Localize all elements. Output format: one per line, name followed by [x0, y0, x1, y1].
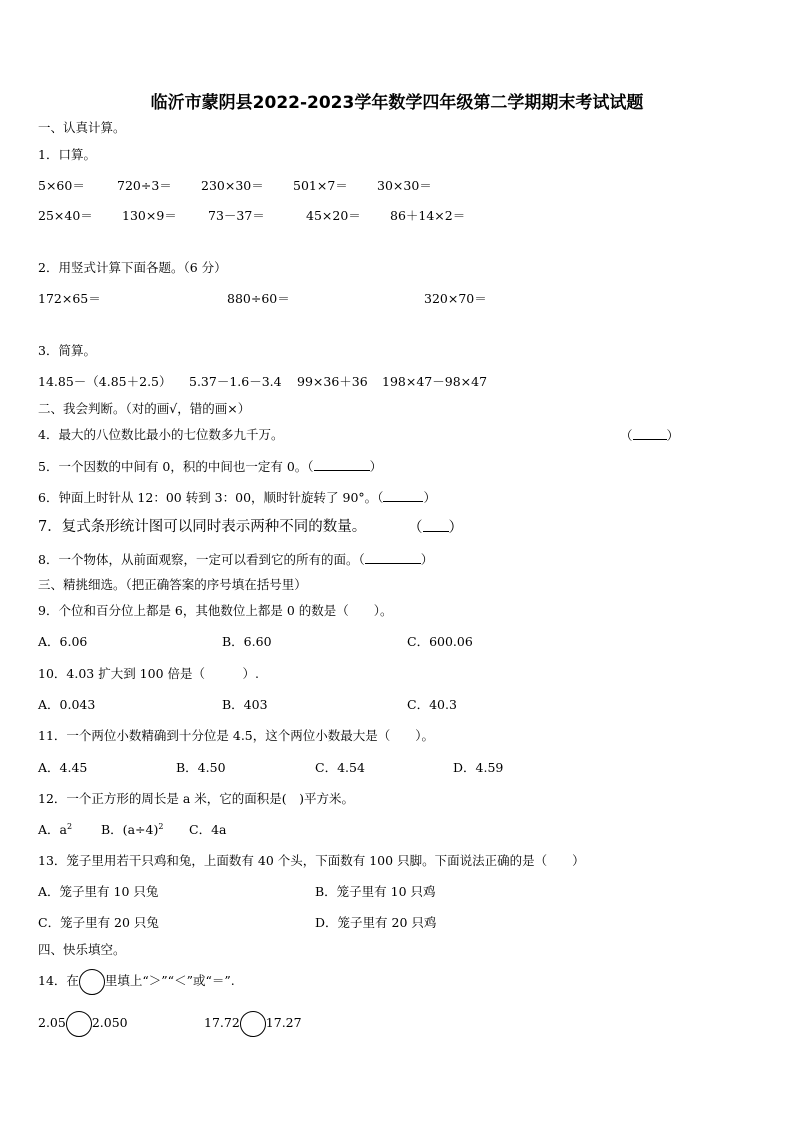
option-c[interactable]: C．600.06	[407, 634, 473, 649]
compare-circle-input[interactable]	[240, 1011, 266, 1037]
answer-blank-6[interactable]	[383, 489, 423, 502]
option-c[interactable]: C．40.3	[407, 697, 457, 712]
option-a[interactable]: A．$a^2$	[38, 821, 73, 837]
circle-icon	[79, 969, 105, 995]
option-b[interactable]: B．$(a\div 4)^2$	[101, 821, 164, 837]
option-b[interactable]: B．6.60	[222, 634, 272, 649]
answer-blank-7[interactable]: （ ）	[408, 520, 463, 536]
option-a[interactable]: A．6.06	[38, 634, 88, 649]
section-heading-2: 二、我会判断。（对的画√，错的画×）	[38, 401, 251, 416]
option-c[interactable]: C．笼子里有 20 只兔	[38, 915, 159, 930]
choice-question-11: 11．一个两位小数精确到十分位是 4.5，这个两位小数最大是（ ）。	[38, 728, 435, 743]
judge-question-8: 8．一个物体，从前面观察，一定可以看到它的所有的面。（ ）	[38, 552, 434, 567]
calc-item: 198×47－98×47	[382, 374, 488, 389]
question-2-label: 2．用竖式计算下面各题。（6 分）	[38, 260, 227, 275]
option-c[interactable]: C．4a	[189, 822, 227, 837]
calc-item: 320×70＝	[424, 291, 487, 306]
calc-item: 130×9＝	[122, 208, 177, 223]
option-d[interactable]: D．笼子里有 20 只鸡	[315, 915, 437, 930]
option-a[interactable]: A．4.45	[38, 760, 88, 775]
option-a[interactable]: A．笼子里有 10 只兔	[38, 884, 159, 899]
answer-blank-5[interactable]	[314, 458, 370, 471]
question-3-label: 3．简算。	[38, 343, 96, 358]
section-heading-3: 三、精挑细选。（把正确答案的序号填在括号里）	[38, 577, 307, 592]
question-1-label: 1．口算。	[38, 147, 96, 162]
option-b[interactable]: B．4.50	[176, 760, 226, 775]
calc-item: 73－37＝	[208, 208, 265, 223]
judge-question-7: 7．复式条形统计图可以同时表示两种不同的数量。	[38, 519, 367, 535]
choice-question-13: 13．笼子里用若干只鸡和兔，上面数有 40 个头，下面数有 100 只脚。下面说法正确的是（ ）	[38, 853, 585, 868]
option-b[interactable]: B．403	[222, 697, 268, 712]
calc-item: 99×36＋36	[297, 374, 368, 389]
calc-item: 86＋14×2＝	[390, 208, 466, 223]
calc-item: 5×60＝	[38, 178, 85, 193]
calc-item: 880÷60＝	[227, 291, 290, 306]
calc-item: 720÷3＝	[117, 178, 172, 193]
answer-blank-4[interactable]: （ ）	[620, 428, 680, 443]
choice-question-10: 10．4.03 扩大到 100 倍是（ ）.	[38, 666, 259, 681]
option-b[interactable]: B．笼子里有 10 只鸡	[315, 884, 436, 899]
compare-circle-input[interactable]	[66, 1011, 92, 1037]
calc-item: 30×30＝	[377, 178, 432, 193]
page-title: 临沂市蒙阴县2022-2023学年数学四年级第二学期期末考试试题	[150, 93, 644, 113]
calc-item: 25×40＝	[38, 208, 93, 223]
calc-item: 172×65＝	[38, 291, 101, 306]
compare-pair-1: 2.05 2.050	[38, 1015, 128, 1031]
calc-item: 14.85－（4.85＋2.5）	[38, 374, 172, 389]
choice-question-9: 9．个位和百分位上都是 6，其他数位上都是 0 的数是（ ）。	[38, 603, 393, 618]
choice-question-12: 12．一个正方形的周长是 a 米，它的面积是( )平方米。	[38, 791, 355, 806]
fill-question-14: 14．在 里填上“＞”“＜”或“＝”.	[38, 973, 235, 989]
option-a[interactable]: A．0.043	[38, 697, 96, 712]
answer-blank-8[interactable]	[365, 551, 421, 564]
judge-question-6: 6．钟面上时针从 12：00 转到 3：00，顺时针旋转了 90°。（ ）	[38, 490, 436, 505]
calc-item: 45×20＝	[306, 208, 361, 223]
section-heading-4: 四、快乐填空。	[38, 942, 126, 957]
section-heading-1: 一、认真计算。	[38, 120, 126, 135]
option-c[interactable]: C．4.54	[315, 760, 365, 775]
judge-question-4: 4．最大的八位数比最小的七位数多九千万。	[38, 427, 284, 442]
calc-item: 5.37－1.6－3.4	[189, 374, 282, 389]
judge-question-5: 5．一个因数的中间有 0，积的中间也一定有 0。（ ）	[38, 459, 383, 474]
option-d[interactable]: D．4.59	[453, 760, 504, 775]
compare-pair-2: 17.72 17.27	[204, 1015, 302, 1031]
calc-item: 230×30＝	[201, 178, 264, 193]
calc-item: 501×7＝	[293, 178, 348, 193]
